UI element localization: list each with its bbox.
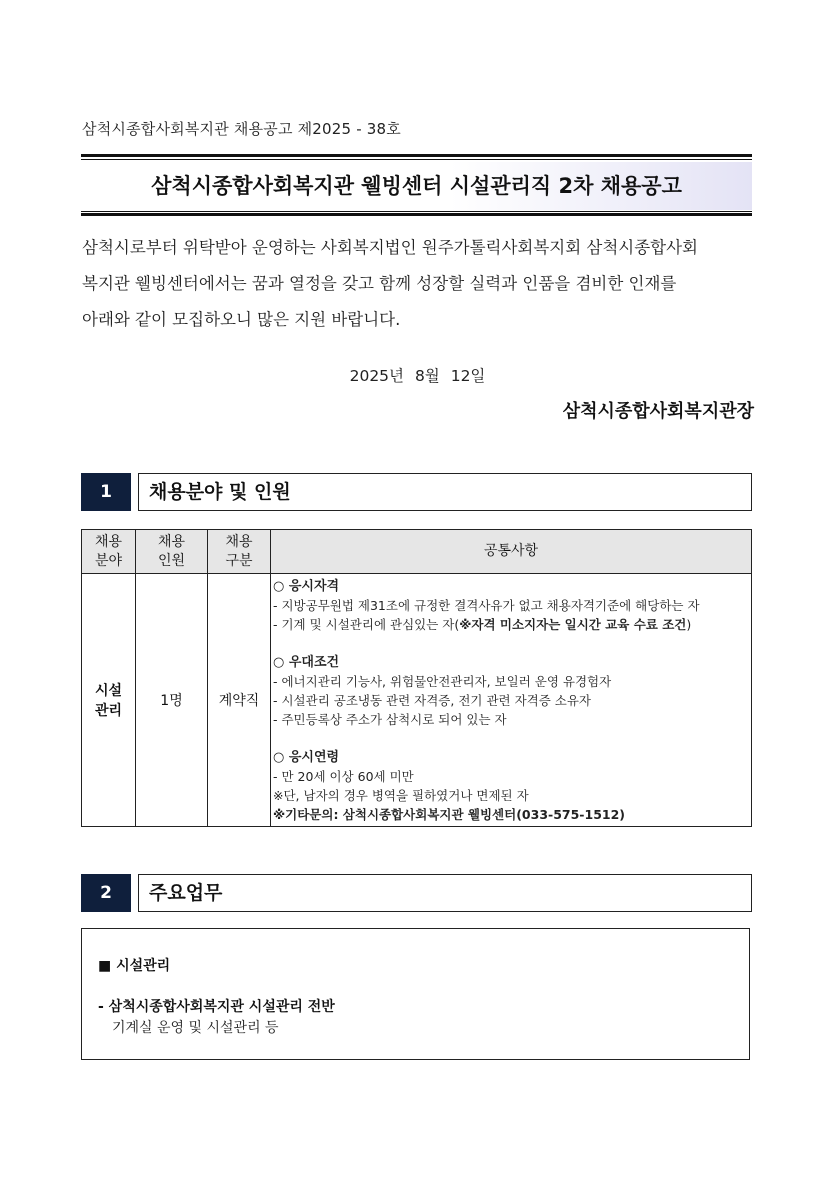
section-number-badge: 1 bbox=[81, 473, 131, 511]
intro-line: 삼척시로부터 위탁받아 운영하는 사회복지법인 원주가톨릭사회복지회 삼척시종합사회 bbox=[82, 238, 698, 257]
header-type: 채용 구분 bbox=[208, 530, 271, 574]
intro-paragraph bbox=[82, 230, 754, 338]
section-title: 주요업무 bbox=[149, 882, 223, 904]
title-rule bbox=[81, 211, 752, 212]
section-number-badge: 2 bbox=[81, 874, 131, 912]
intro-line: 아래와 같이 모집하오니 많은 지원 바랍니다. bbox=[82, 310, 401, 329]
title-banner bbox=[81, 154, 752, 218]
preference-item: - 에너지관리 기능사, 위험물안전관리자, 보일러 운영 유경험자 bbox=[273, 674, 612, 689]
preference-item: - 시설관리 공조냉동 관련 자격증, 전기 관련 자격증 소유자 bbox=[273, 693, 591, 708]
qualification-item: - 기계 및 시설관리에 관심있는 자(※자격 미소지자는 일시간 교육 수료 조건) bbox=[273, 617, 692, 632]
duty-item: - 삼척시종합사회복지관 시설관리 전반 bbox=[98, 999, 335, 1015]
preference-item: - 주민등록상 주소가 삼척시로 되어 있는 자 bbox=[273, 712, 507, 727]
preference-title: ○ 우대조건 bbox=[273, 655, 340, 670]
page-title: 삼척시종합사회복지관 웰빙센터 시설관리직 2차 채용공고 bbox=[151, 174, 682, 198]
section-title-box bbox=[138, 874, 752, 912]
header-count: 채용 인원 bbox=[136, 530, 208, 574]
organization-name: 삼척시종합사회복지관장 bbox=[562, 401, 754, 422]
cell-field: 시설 관리 bbox=[82, 574, 136, 827]
header-field: 채용 분야 bbox=[82, 530, 136, 574]
table-row bbox=[82, 574, 752, 827]
recruitment-table bbox=[81, 529, 752, 827]
title-rule bbox=[81, 154, 752, 157]
duty-subitem: 기계실 운영 및 시설관리 등 bbox=[112, 1020, 279, 1036]
cell-type: 계약직 bbox=[208, 574, 271, 827]
table-header-row bbox=[82, 530, 752, 574]
cell-count: 1명 bbox=[136, 574, 208, 827]
duty-heading: ■ 시설관리 bbox=[98, 958, 171, 974]
age-item: - 만 20세 이상 60세 미만 bbox=[273, 769, 414, 784]
announcement-date: 2025년 8월 12일 bbox=[349, 367, 486, 385]
qualification-title: ○ 응시자격 bbox=[273, 579, 340, 594]
cell-common-details bbox=[271, 574, 752, 827]
age-note: ※단, 남자의 경우 병역을 필하였거나 면제된 자 bbox=[273, 788, 529, 803]
qualification-item: - 지방공무원법 제31조에 규정한 결격사유가 없고 채용자격기준에 해당하는 자 bbox=[273, 598, 700, 613]
intro-line: 복지관 웰빙센터에서는 꿈과 열정을 갖고 함께 성장할 실력과 인품을 겸비한 인재를 bbox=[82, 274, 677, 293]
age-title: ○ 응시연령 bbox=[273, 750, 340, 765]
header-common: 공통사항 bbox=[271, 530, 752, 574]
section-1-header bbox=[81, 473, 752, 511]
notice-number: 삼척시종합사회복지관 채용공고 제2025 - 38호 bbox=[82, 120, 401, 138]
section-2-header bbox=[81, 874, 752, 912]
section-title-box bbox=[138, 473, 752, 511]
title-rule bbox=[81, 159, 752, 160]
duties-box bbox=[81, 928, 750, 1060]
section-title: 채용분야 및 인원 bbox=[149, 481, 291, 503]
contact-info: ※기타문의: 삼척시종합사회복지관 웰빙센터(033-575-1512) bbox=[273, 807, 625, 822]
title-rule bbox=[81, 213, 752, 216]
